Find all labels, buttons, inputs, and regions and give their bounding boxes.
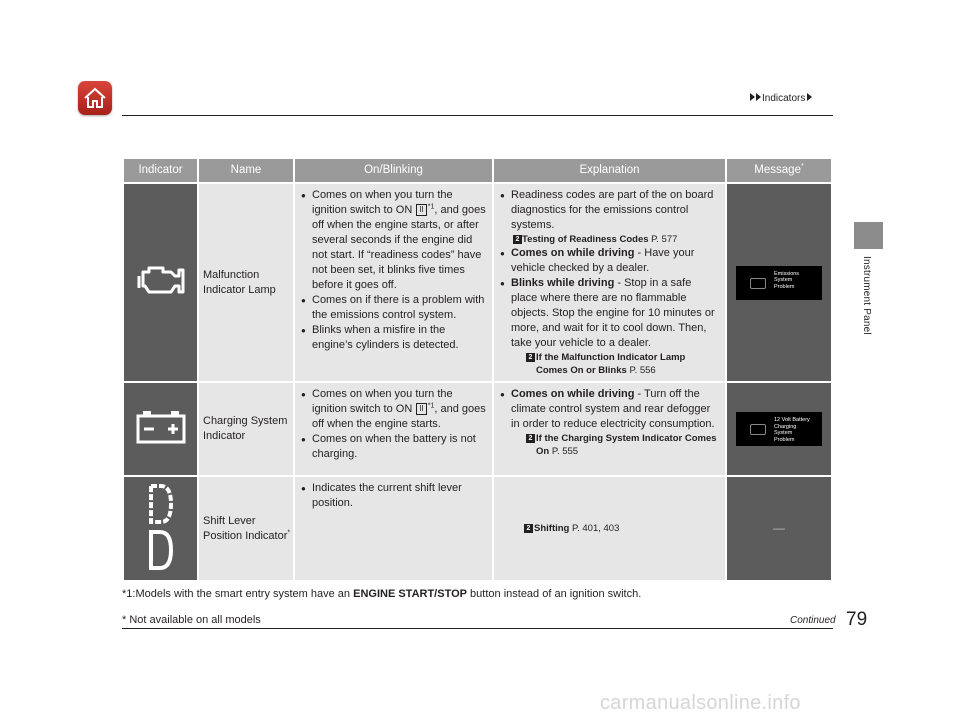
list-item: ● Readiness codes are part of the on board diagnostics for the emissions control systems.	[500, 188, 719, 233]
on-blinking-cell	[295, 383, 492, 475]
on-blinking-cell	[295, 184, 492, 381]
header-message: Message*	[727, 159, 831, 182]
check-engine-icon	[750, 278, 766, 289]
continued-label: Continued	[790, 615, 836, 626]
battery-icon	[750, 424, 766, 435]
check-engine-icon	[135, 260, 187, 300]
explanation-cell	[494, 383, 725, 475]
chevron-right-icon	[756, 93, 761, 101]
cross-reference-link[interactable]: 2 If the Malfunction Indicator Lamp Comes On or Blinks P. 556	[500, 351, 719, 377]
list-item: ● Comes on when you turn the ignition switch to ON II $^{*1}$, and goes off when the engine starts.	[301, 387, 486, 432]
home-icon	[82, 85, 108, 111]
ignition-key-icon: II	[416, 204, 426, 216]
cross-reference-link[interactable]: 2 Testing of Readiness Codes P. 577	[500, 233, 719, 246]
header-on-blinking: On/Blinking	[295, 159, 492, 182]
indicator-cell	[124, 477, 197, 580]
cross-reference-link[interactable]: 2 If the Charging System Indicator Comes On P. 555	[500, 432, 719, 458]
explanation-cell	[494, 477, 725, 580]
reference-icon: 2	[524, 524, 533, 533]
breadcrumb-label: Indicators	[762, 93, 806, 104]
no-message-dash: —	[773, 520, 785, 535]
list-item: ● Comes on if there is a problem with the emissions control system.	[301, 293, 486, 323]
message-cell	[727, 383, 831, 475]
name-cell: Charging System Indicator	[199, 383, 293, 475]
indicator-table	[122, 157, 833, 582]
list-item: ● Blinks while driving - Stop in a safe place where there are no flammable objects. Stop the engine for 10 minutes or more, and wait for it to cool down. Then, take your vehicle to a dealer.	[500, 276, 719, 351]
table-row	[124, 477, 831, 580]
list-item: ● Comes on while driving - Turn off the climate control system and rear defogger in order to reduce electricity consumption.	[500, 387, 719, 432]
shift-position-d-icon	[141, 480, 181, 572]
on-blinking-cell	[295, 477, 492, 580]
table-header-row	[124, 159, 831, 182]
not-available-note: * Not available on all models	[122, 614, 261, 626]
reference-icon: 2	[526, 353, 535, 362]
header-rule	[122, 115, 833, 116]
page-number: 79	[846, 609, 868, 630]
reference-icon: 2	[526, 434, 535, 443]
footer-rule	[122, 628, 833, 629]
header-indicator: Indicator	[124, 159, 197, 182]
section-tab[interactable]	[854, 222, 883, 249]
header-explanation: Explanation	[494, 159, 725, 182]
footnote: *1:Models with the smart entry system have an ENGINE START/STOP button instead of an ignition switch.	[122, 588, 642, 600]
chevron-right-icon	[807, 93, 812, 101]
list-item: ● Comes on when the battery is not charging.	[301, 432, 486, 462]
list-item: ● Comes on when you turn the ignition switch to ON II $^{*1}$, and goes off when the engine starts, or after several seconds if the engine did not start. If “readiness codes” have not been set, it blinks five times before it goes off.	[301, 188, 486, 293]
name-cell: Shift Lever Position Indicator*	[199, 477, 293, 580]
message-display: Emissions System Problem	[736, 266, 822, 300]
cross-reference-link[interactable]: 2 Shifting P. 401, 403	[500, 522, 719, 535]
list-item: ● Indicates the current shift lever position.	[301, 481, 486, 511]
ignition-key-icon: II	[416, 403, 426, 415]
table-row	[124, 184, 831, 381]
chevron-right-icon	[750, 93, 755, 101]
explanation-cell	[494, 184, 725, 381]
table-row	[124, 383, 831, 475]
watermark: carmanualsonline.info	[600, 692, 801, 714]
section-label: Instrument Panel	[861, 256, 872, 335]
breadcrumb[interactable]	[750, 93, 813, 104]
indicator-cell	[124, 383, 197, 475]
reference-icon: 2	[513, 235, 522, 244]
battery-icon	[135, 410, 187, 444]
home-button[interactable]	[78, 81, 112, 115]
message-display: 12 Volt Battery Charging System Problem	[736, 412, 822, 446]
name-cell: Malfunction Indicator Lamp	[199, 184, 293, 381]
list-item: ● Comes on while driving - Have your vehicle checked by a dealer.	[500, 246, 719, 276]
header-name: Name	[199, 159, 293, 182]
message-cell	[727, 477, 831, 580]
indicator-cell	[124, 184, 197, 381]
list-item: ● Blinks when a misfire in the engine’s cylinders is detected.	[301, 323, 486, 353]
message-cell	[727, 184, 831, 381]
